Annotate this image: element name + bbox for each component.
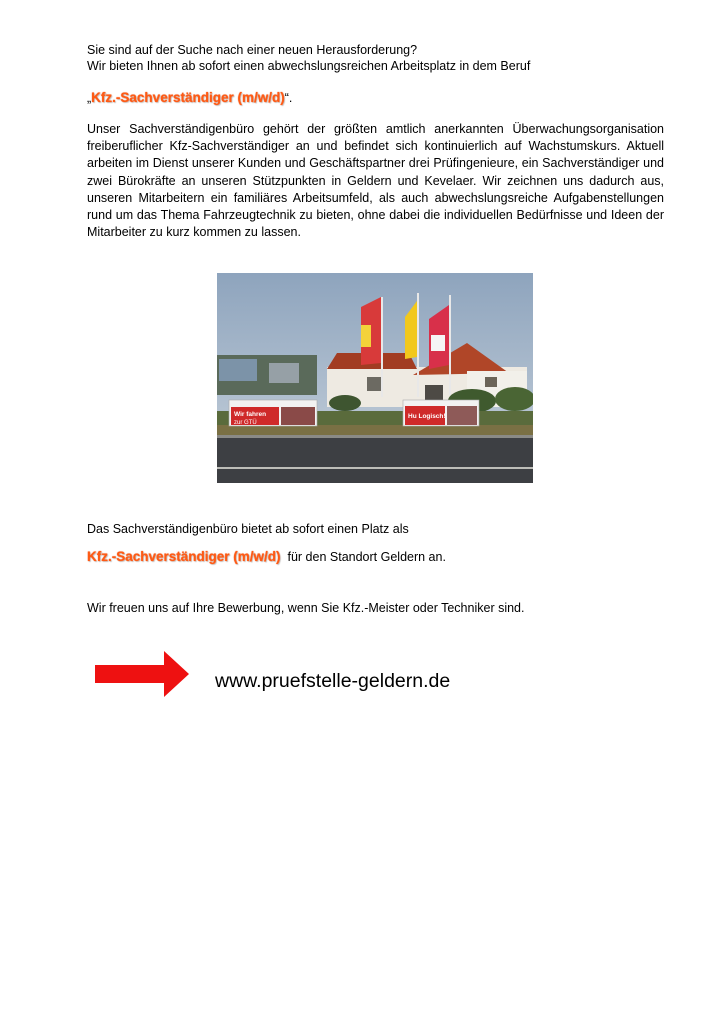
office-photo xyxy=(217,273,533,483)
offer-job-title: Kfz.-Sachverständiger (m/w/d) xyxy=(87,549,281,564)
company-description: Unser Sachverständigenbüro gehört der größten amtlich anerkannten Überwachungsorganisation freiberuflicher Kfz-Sachverständiger an und befindet sich kontinuierlich auf Wachstumskurs. Aktuell arbeiten im Dienst unserer Kunden und Geschäftspartner drei Prüfingenieure, ein Sachverständiger und zwei Bürokräfte an unseren Stützpunkten in Geldern und Kevelaer. Wir zeichnen uns dadurch aus, unseren Mitarbeitern ein familiäres Arbeitsumfeld, als auch abwechslungsreiche Aufgabenstellungen rund um das Thema Fahrzeugtechnik zu bieten, ohne dabei die individuellen Bedürfnisse und Ideen der Mitarbeiter zu kurz kommen zu lassen. xyxy=(87,122,664,240)
open-quote: „ xyxy=(87,91,92,105)
job-heading xyxy=(87,90,292,106)
offer-location: für den Standort Geldern an. xyxy=(287,550,446,564)
banner-left-line-1: Wir fahren xyxy=(234,411,267,418)
closing-text: Wir freuen uns auf Ihre Bewerbung, wenn Sie Kfz.-Meister oder Techniker sind. xyxy=(87,601,525,615)
offer-title-line xyxy=(87,549,446,565)
close-quote: “. xyxy=(284,91,293,105)
red-arrow-icon xyxy=(94,650,190,698)
intro-line-1: Sie sind auf der Suche nach einer neuen Herausforderung? xyxy=(87,43,418,57)
office-photo-image xyxy=(217,273,533,483)
intro-line-2: Wir bieten Ihnen ab sofort einen abwechslungsreichen Arbeitsplatz in dem Beruf xyxy=(87,59,531,73)
banner-right: Hu Logisch! xyxy=(408,413,446,420)
offer-line: Das Sachverständigenbüro bietet ab sofort einen Platz als xyxy=(87,522,409,536)
website-link[interactable]: www.pruefstelle-geldern.de xyxy=(215,670,451,692)
job-title: Kfz.-Sachverständiger (m/w/d) xyxy=(91,90,285,105)
banner-left-line-2: zur GTÜ xyxy=(234,420,257,426)
